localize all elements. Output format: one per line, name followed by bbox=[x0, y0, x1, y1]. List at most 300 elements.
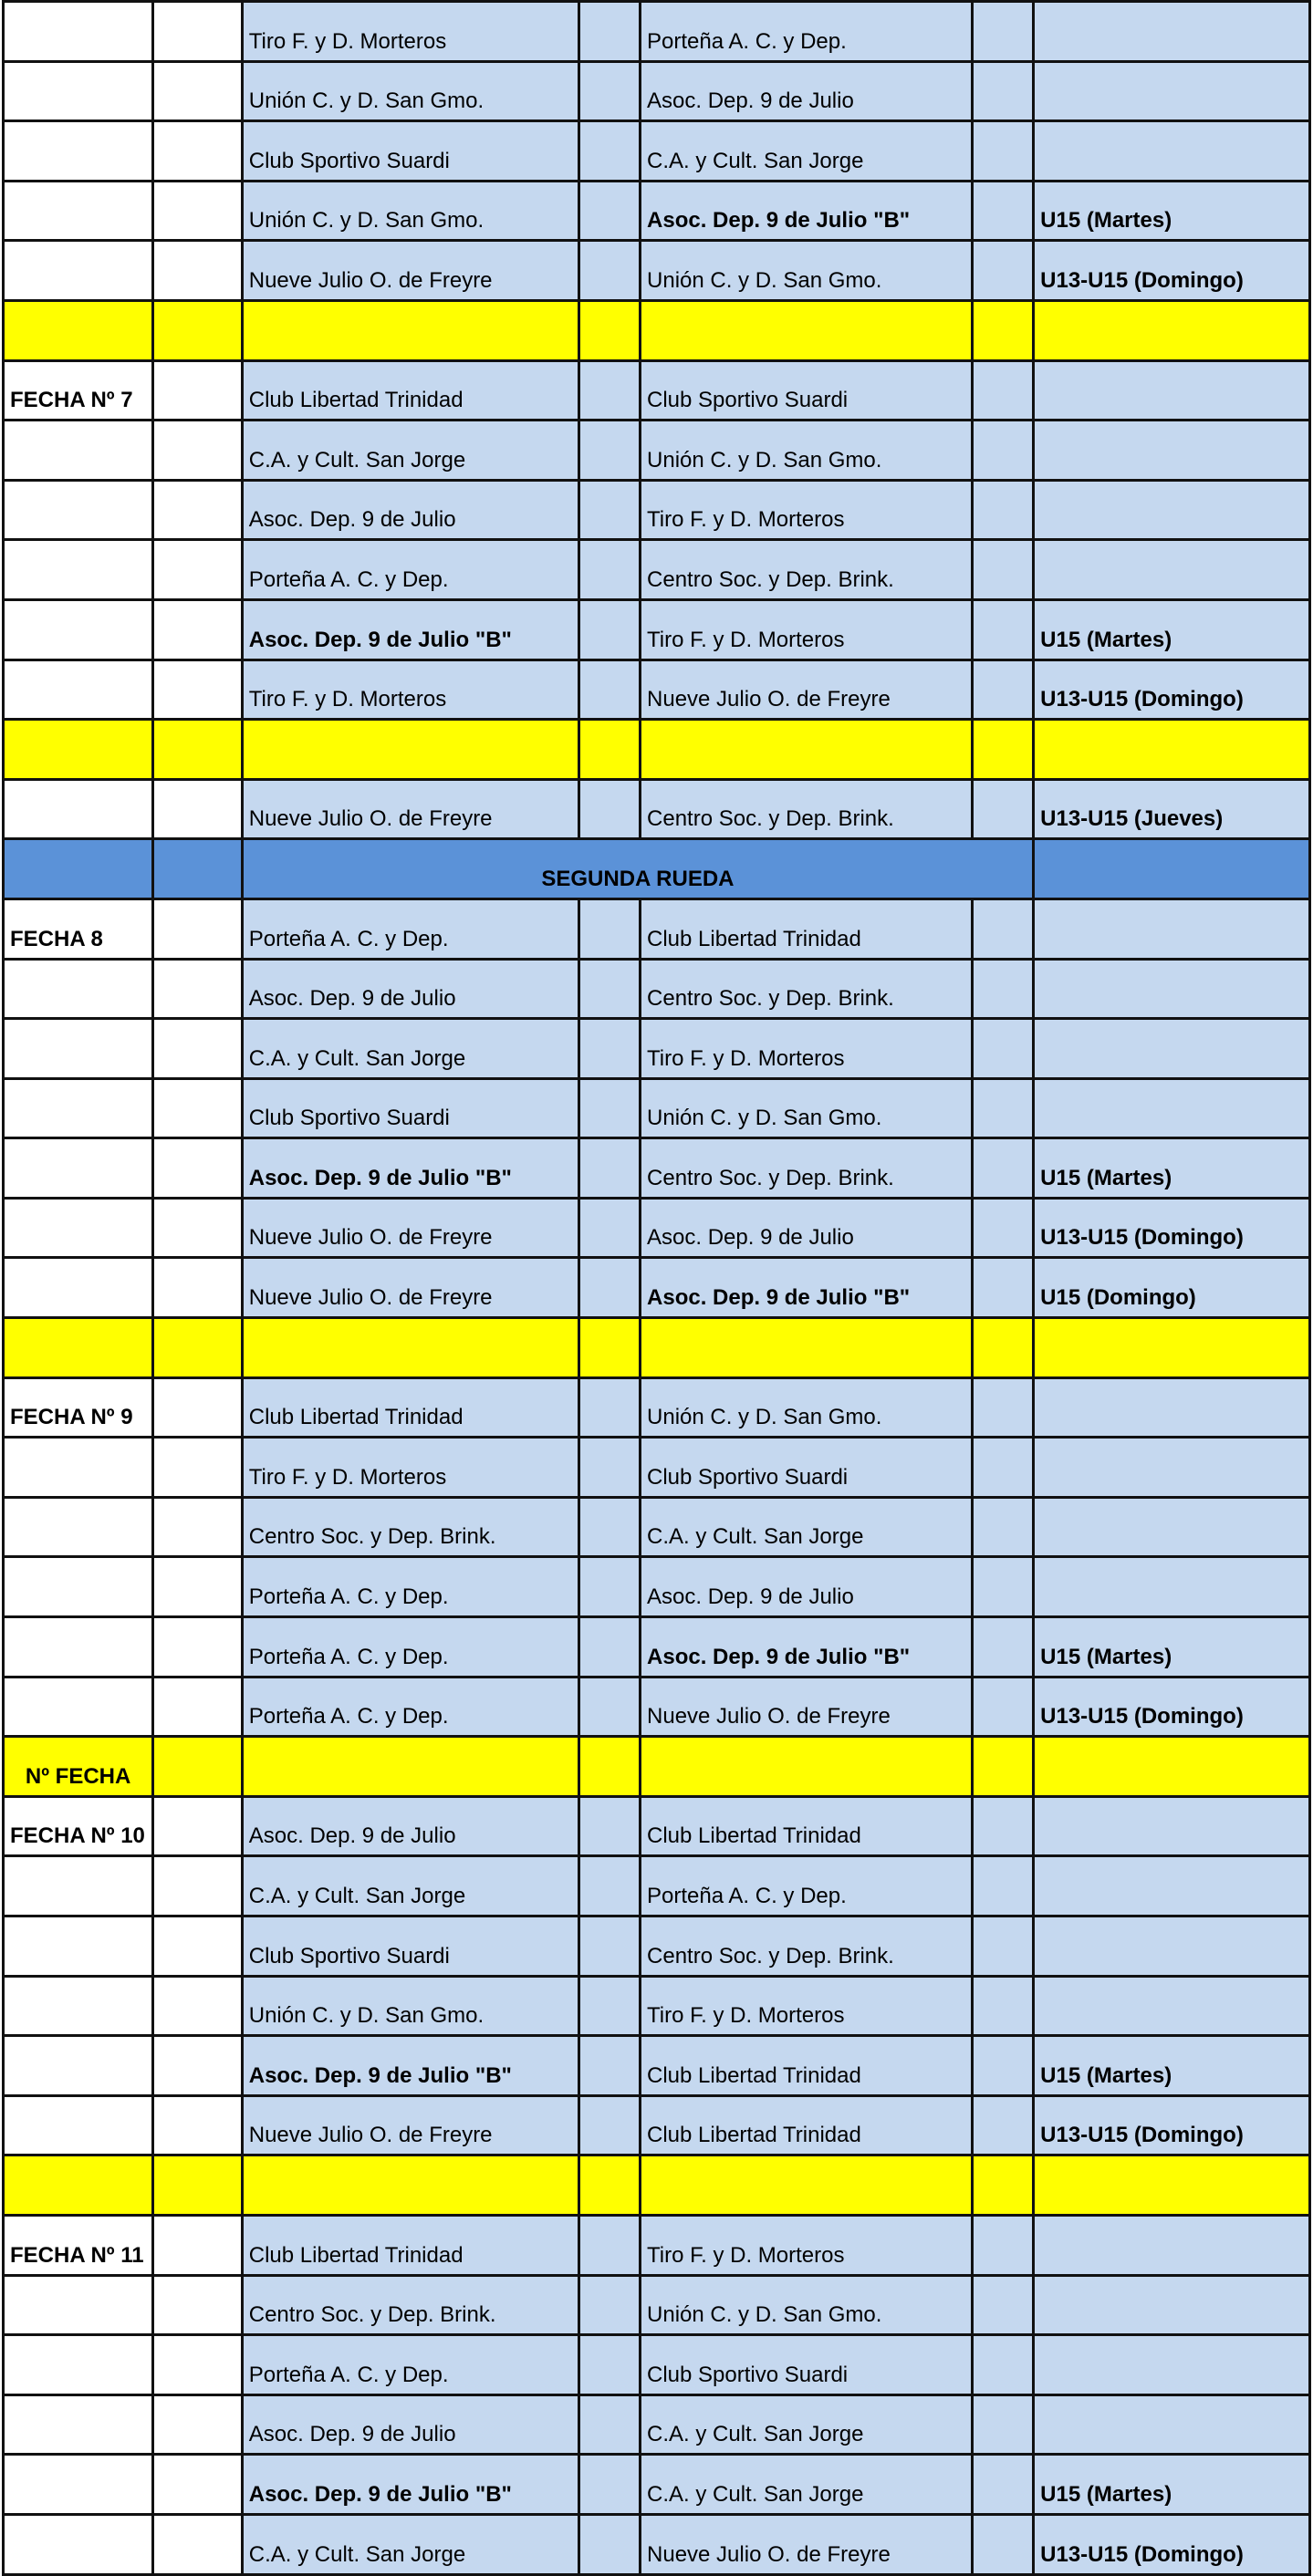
fecha-cell bbox=[4, 1258, 153, 1318]
fecha-cell bbox=[4, 660, 153, 720]
fecha-header-label: Nº FECHA bbox=[4, 1737, 153, 1797]
home-team-cell: Nueve Julio O. de Freyre bbox=[242, 1258, 579, 1318]
away-team-cell: Unión C. y D. San Gmo. bbox=[641, 241, 973, 301]
category-cell bbox=[1034, 1856, 1310, 1916]
blank-cell bbox=[153, 1856, 243, 1916]
match-row bbox=[4, 2036, 1310, 2096]
home-team-cell: Asoc. Dep. 9 de Julio bbox=[242, 2394, 579, 2455]
fecha-cell bbox=[4, 1497, 153, 1557]
score-cell bbox=[579, 1377, 641, 1438]
away-team-cell: Unión C. y D. San Gmo. bbox=[641, 1078, 973, 1138]
match-row bbox=[4, 421, 1310, 481]
blank-cell bbox=[153, 1258, 243, 1318]
away-team-cell: Centro Soc. y Dep. Brink. bbox=[641, 1138, 973, 1199]
score-cell bbox=[973, 959, 1034, 1019]
home-team-cell: Tiro F. y D. Morteros bbox=[242, 2, 579, 62]
score-cell bbox=[973, 2095, 1034, 2155]
away-team-cell: Club Libertad Trinidad bbox=[641, 2036, 973, 2096]
home-team-cell: C.A. y Cult. San Jorge bbox=[242, 2514, 579, 2574]
fecha-cell bbox=[4, 480, 153, 540]
blank-cell bbox=[153, 1617, 243, 1678]
separator-cell bbox=[242, 720, 579, 780]
away-team-cell: Asoc. Dep. 9 de Julio bbox=[641, 1557, 973, 1617]
fecha-cell bbox=[4, 1677, 153, 1737]
category-cell bbox=[1034, 1976, 1310, 2036]
away-team-cell: C.A. y Cult. San Jorge bbox=[641, 1497, 973, 1557]
blank-cell bbox=[153, 2394, 243, 2455]
match-row bbox=[4, 1976, 1310, 2036]
score-cell bbox=[973, 1617, 1034, 1678]
away-team-cell: Tiro F. y D. Morteros bbox=[641, 480, 973, 540]
separator-cell bbox=[641, 1737, 973, 1797]
score-cell bbox=[973, 121, 1034, 182]
away-team-cell: Club Libertad Trinidad bbox=[641, 1796, 973, 1856]
category-cell bbox=[1034, 540, 1310, 600]
blank-cell bbox=[153, 2455, 243, 2515]
separator-cell bbox=[4, 300, 153, 360]
separator-cell bbox=[973, 1318, 1034, 1378]
score-cell bbox=[579, 1617, 641, 1678]
match-row bbox=[4, 540, 1310, 600]
match-row bbox=[4, 599, 1310, 660]
blank-cell bbox=[153, 181, 243, 241]
category-cell bbox=[1034, 1377, 1310, 1438]
blank-cell bbox=[153, 61, 243, 121]
blank-cell bbox=[153, 1796, 243, 1856]
blank-cell bbox=[153, 959, 243, 1019]
category-cell: U15 (Domingo) bbox=[1034, 1258, 1310, 1318]
category-cell bbox=[1034, 480, 1310, 540]
blank-cell bbox=[153, 2036, 243, 2096]
match-row bbox=[4, 480, 1310, 540]
score-cell bbox=[579, 2514, 641, 2574]
score-cell bbox=[579, 2, 641, 62]
match-row bbox=[4, 1198, 1310, 1258]
home-team-cell: Unión C. y D. San Gmo. bbox=[242, 181, 579, 241]
category-cell: U15 (Martes) bbox=[1034, 599, 1310, 660]
score-cell bbox=[973, 1856, 1034, 1916]
home-team-cell: Centro Soc. y Dep. Brink. bbox=[242, 1497, 579, 1557]
home-team-cell: Club Libertad Trinidad bbox=[242, 1377, 579, 1438]
match-row bbox=[4, 1377, 1310, 1438]
score-cell bbox=[579, 1796, 641, 1856]
home-team-cell: Club Sportivo Suardi bbox=[242, 121, 579, 182]
category-cell: U15 (Martes) bbox=[1034, 2455, 1310, 2515]
separator-cell bbox=[242, 1737, 579, 1797]
category-cell bbox=[1034, 2394, 1310, 2455]
score-cell bbox=[579, 1677, 641, 1737]
category-cell bbox=[1034, 2215, 1310, 2275]
category-cell bbox=[1034, 360, 1310, 421]
home-team-cell: Club Libertad Trinidad bbox=[242, 2215, 579, 2275]
blank-cell bbox=[153, 2215, 243, 2275]
blank-cell bbox=[153, 1557, 243, 1617]
score-cell bbox=[973, 480, 1034, 540]
score-cell bbox=[973, 2, 1034, 62]
score-cell bbox=[973, 1916, 1034, 1977]
score-cell bbox=[579, 2275, 641, 2335]
separator-cell bbox=[579, 1318, 641, 1378]
fecha-cell bbox=[4, 121, 153, 182]
home-team-cell: Nueve Julio O. de Freyre bbox=[242, 779, 579, 839]
separator-cell bbox=[4, 1318, 153, 1378]
blank-cell bbox=[153, 779, 243, 839]
category-cell bbox=[1034, 1438, 1310, 1498]
category-cell bbox=[1034, 1796, 1310, 1856]
score-cell bbox=[973, 2335, 1034, 2395]
home-team-cell: Asoc. Dep. 9 de Julio "B" bbox=[242, 599, 579, 660]
home-team-cell: Centro Soc. y Dep. Brink. bbox=[242, 2275, 579, 2335]
separator-cell bbox=[641, 720, 973, 780]
away-team-cell: Club Sportivo Suardi bbox=[641, 360, 973, 421]
score-cell bbox=[579, 1497, 641, 1557]
separator-cell bbox=[153, 300, 243, 360]
match-row bbox=[4, 1796, 1310, 1856]
match-row bbox=[4, 959, 1310, 1019]
score-cell bbox=[973, 2215, 1034, 2275]
home-team-cell: Porteña A. C. y Dep. bbox=[242, 1617, 579, 1678]
category-cell: U15 (Martes) bbox=[1034, 181, 1310, 241]
score-cell bbox=[579, 121, 641, 182]
score-cell bbox=[973, 540, 1034, 600]
score-cell bbox=[579, 1258, 641, 1318]
away-team-cell: Nueve Julio O. de Freyre bbox=[641, 2514, 973, 2574]
fecha-cell: FECHA Nº 7 bbox=[4, 360, 153, 421]
score-cell bbox=[973, 1078, 1034, 1138]
score-cell bbox=[579, 2455, 641, 2515]
fecha-cell bbox=[4, 1617, 153, 1678]
category-cell: U13-U15 (Domingo) bbox=[1034, 241, 1310, 301]
home-team-cell: Club Libertad Trinidad bbox=[242, 360, 579, 421]
home-team-cell: Nueve Julio O. de Freyre bbox=[242, 2095, 579, 2155]
score-cell bbox=[579, 2036, 641, 2096]
match-row bbox=[4, 1438, 1310, 1498]
match-row bbox=[4, 1916, 1310, 1977]
home-team-cell: Porteña A. C. y Dep. bbox=[242, 2335, 579, 2395]
category-cell bbox=[1034, 2, 1310, 62]
away-team-cell: Tiro F. y D. Morteros bbox=[641, 2215, 973, 2275]
blank-cell bbox=[153, 2335, 243, 2395]
blank-cell bbox=[153, 2095, 243, 2155]
category-cell bbox=[1034, 898, 1310, 959]
score-cell bbox=[973, 2394, 1034, 2455]
category-cell bbox=[1034, 1078, 1310, 1138]
match-row bbox=[4, 2095, 1310, 2155]
score-cell bbox=[973, 1377, 1034, 1438]
score-cell bbox=[579, 1019, 641, 1079]
score-cell bbox=[973, 599, 1034, 660]
category-cell: U13-U15 (Domingo) bbox=[1034, 1677, 1310, 1737]
category-cell bbox=[1034, 1497, 1310, 1557]
blank-cell bbox=[153, 599, 243, 660]
separator-cell bbox=[242, 300, 579, 360]
match-row bbox=[4, 2275, 1310, 2335]
home-team-cell: Unión C. y D. San Gmo. bbox=[242, 1976, 579, 2036]
score-cell bbox=[973, 1019, 1034, 1079]
score-cell bbox=[973, 1138, 1034, 1199]
score-cell bbox=[579, 898, 641, 959]
home-team-cell: Asoc. Dep. 9 de Julio bbox=[242, 1796, 579, 1856]
away-team-cell: Centro Soc. y Dep. Brink. bbox=[641, 540, 973, 600]
home-team-cell: Tiro F. y D. Morteros bbox=[242, 1438, 579, 1498]
score-cell bbox=[579, 2335, 641, 2395]
blank-cell bbox=[153, 121, 243, 182]
blank-cell bbox=[153, 1916, 243, 1977]
home-team-cell: Club Sportivo Suardi bbox=[242, 1916, 579, 1977]
match-row bbox=[4, 898, 1310, 959]
separator-cell bbox=[641, 300, 973, 360]
score-cell bbox=[973, 2455, 1034, 2515]
home-team-cell: Nueve Julio O. de Freyre bbox=[242, 241, 579, 301]
home-team-cell: Porteña A. C. y Dep. bbox=[242, 898, 579, 959]
blank-cell bbox=[153, 839, 243, 899]
score-cell bbox=[973, 1497, 1034, 1557]
separator-cell bbox=[4, 720, 153, 780]
fecha-cell bbox=[4, 1916, 153, 1977]
separator-cell bbox=[153, 720, 243, 780]
fecha-cell bbox=[4, 959, 153, 1019]
blank-cell bbox=[153, 1377, 243, 1438]
away-team-cell: Tiro F. y D. Morteros bbox=[641, 1019, 973, 1079]
blank-cell bbox=[153, 898, 243, 959]
separator-cell bbox=[242, 2155, 579, 2216]
score-cell bbox=[973, 779, 1034, 839]
fecha-cell: FECHA Nº 9 bbox=[4, 1377, 153, 1438]
score-cell bbox=[579, 2215, 641, 2275]
category-cell bbox=[1034, 1557, 1310, 1617]
score-cell bbox=[973, 1258, 1034, 1318]
away-team-cell: Unión C. y D. San Gmo. bbox=[641, 1377, 973, 1438]
fecha-cell bbox=[4, 1138, 153, 1199]
score-cell bbox=[579, 779, 641, 839]
score-cell bbox=[973, 241, 1034, 301]
fecha-cell bbox=[4, 1856, 153, 1916]
category-cell: U13-U15 (Jueves) bbox=[1034, 779, 1310, 839]
blank-cell bbox=[153, 540, 243, 600]
separator-cell bbox=[153, 2155, 243, 2216]
score-cell bbox=[579, 1976, 641, 2036]
score-cell bbox=[973, 360, 1034, 421]
separator-cell bbox=[579, 720, 641, 780]
blank-cell bbox=[4, 839, 153, 899]
away-team-cell: Porteña A. C. y Dep. bbox=[641, 2, 973, 62]
category-cell bbox=[1034, 61, 1310, 121]
match-row bbox=[4, 1856, 1310, 1916]
category-cell bbox=[1034, 2275, 1310, 2335]
match-row bbox=[4, 2215, 1310, 2275]
home-team-cell: Unión C. y D. San Gmo. bbox=[242, 61, 579, 121]
fecha-header-row bbox=[4, 1737, 1310, 1797]
score-cell bbox=[579, 1438, 641, 1498]
category-cell: U13-U15 (Domingo) bbox=[1034, 2095, 1310, 2155]
separator-row bbox=[4, 720, 1310, 780]
category-cell bbox=[1034, 421, 1310, 481]
blank-cell bbox=[153, 2, 243, 62]
score-cell bbox=[973, 2514, 1034, 2574]
match-row bbox=[4, 1019, 1310, 1079]
category-cell: U13-U15 (Domingo) bbox=[1034, 2514, 1310, 2574]
score-cell bbox=[579, 1856, 641, 1916]
home-team-cell: Porteña A. C. y Dep. bbox=[242, 1557, 579, 1617]
blank-cell bbox=[153, 360, 243, 421]
fixture-table-body bbox=[4, 2, 1310, 2575]
match-row bbox=[4, 1138, 1310, 1199]
category-cell bbox=[1034, 1916, 1310, 1977]
blank-cell bbox=[153, 1138, 243, 1199]
match-row bbox=[4, 360, 1310, 421]
separator-cell bbox=[1034, 1318, 1310, 1378]
separator-cell bbox=[973, 300, 1034, 360]
away-team-cell: Club Sportivo Suardi bbox=[641, 2335, 973, 2395]
match-row bbox=[4, 241, 1310, 301]
match-row bbox=[4, 1078, 1310, 1138]
match-row bbox=[4, 1497, 1310, 1557]
match-row bbox=[4, 2394, 1310, 2455]
fecha-cell bbox=[4, 2, 153, 62]
separator-cell bbox=[153, 1737, 243, 1797]
separator-cell bbox=[641, 1318, 973, 1378]
blank-cell bbox=[153, 660, 243, 720]
away-team-cell: Unión C. y D. San Gmo. bbox=[641, 421, 973, 481]
blank-cell bbox=[153, 2275, 243, 2335]
match-row bbox=[4, 1557, 1310, 1617]
home-team-cell: Porteña A. C. y Dep. bbox=[242, 540, 579, 600]
score-cell bbox=[579, 61, 641, 121]
score-cell bbox=[579, 2095, 641, 2155]
separator-cell bbox=[4, 2155, 153, 2216]
fecha-cell: FECHA Nº 10 bbox=[4, 1796, 153, 1856]
blank-cell bbox=[153, 241, 243, 301]
match-row bbox=[4, 1258, 1310, 1318]
score-cell bbox=[973, 1976, 1034, 2036]
home-team-cell: Porteña A. C. y Dep. bbox=[242, 1677, 579, 1737]
match-row bbox=[4, 121, 1310, 182]
match-row bbox=[4, 1677, 1310, 1737]
category-cell bbox=[1034, 1019, 1310, 1079]
fecha-cell bbox=[4, 2275, 153, 2335]
fecha-cell bbox=[4, 1976, 153, 2036]
category-cell: U15 (Martes) bbox=[1034, 1138, 1310, 1199]
match-row bbox=[4, 2514, 1310, 2574]
blank-cell bbox=[153, 1497, 243, 1557]
match-row bbox=[4, 61, 1310, 121]
category-cell bbox=[1034, 2335, 1310, 2395]
fecha-cell bbox=[4, 1198, 153, 1258]
category-cell: U13-U15 (Domingo) bbox=[1034, 1198, 1310, 1258]
blank-cell bbox=[153, 1677, 243, 1737]
blank-cell bbox=[153, 480, 243, 540]
separator-cell bbox=[1034, 1737, 1310, 1797]
separator-cell bbox=[242, 1318, 579, 1378]
away-team-cell: C.A. y Cult. San Jorge bbox=[641, 2455, 973, 2515]
fecha-cell bbox=[4, 1019, 153, 1079]
score-cell bbox=[579, 1557, 641, 1617]
away-team-cell: Centro Soc. y Dep. Brink. bbox=[641, 1916, 973, 1977]
fecha-cell bbox=[4, 1078, 153, 1138]
fecha-cell bbox=[4, 1557, 153, 1617]
category-cell: U15 (Martes) bbox=[1034, 1617, 1310, 1678]
score-cell bbox=[973, 1796, 1034, 1856]
home-team-cell: Asoc. Dep. 9 de Julio bbox=[242, 959, 579, 1019]
blank-cell bbox=[153, 1438, 243, 1498]
away-team-cell: Asoc. Dep. 9 de Julio "B" bbox=[641, 1617, 973, 1678]
score-cell bbox=[973, 1677, 1034, 1737]
score-cell bbox=[579, 181, 641, 241]
blank-cell bbox=[153, 421, 243, 481]
fecha-cell bbox=[4, 421, 153, 481]
category-cell: U13-U15 (Domingo) bbox=[1034, 660, 1310, 720]
match-row bbox=[4, 2335, 1310, 2395]
separator-cell bbox=[641, 2155, 973, 2216]
home-team-cell: Asoc. Dep. 9 de Julio bbox=[242, 480, 579, 540]
separator-cell bbox=[1034, 2155, 1310, 2216]
separator-row bbox=[4, 2155, 1310, 2216]
score-cell bbox=[579, 1138, 641, 1199]
separator-cell bbox=[579, 2155, 641, 2216]
separator-cell bbox=[973, 2155, 1034, 2216]
separator-cell bbox=[1034, 300, 1310, 360]
away-team-cell: Porteña A. C. y Dep. bbox=[641, 1856, 973, 1916]
score-cell bbox=[579, 421, 641, 481]
match-row bbox=[4, 1617, 1310, 1678]
home-team-cell: C.A. y Cult. San Jorge bbox=[242, 1019, 579, 1079]
fecha-cell bbox=[4, 2455, 153, 2515]
fecha-cell bbox=[4, 61, 153, 121]
score-cell bbox=[579, 241, 641, 301]
fecha-cell bbox=[4, 2394, 153, 2455]
separator-cell bbox=[153, 1318, 243, 1378]
score-cell bbox=[973, 1198, 1034, 1258]
blank-cell bbox=[153, 1198, 243, 1258]
score-cell bbox=[579, 1198, 641, 1258]
score-cell bbox=[579, 480, 641, 540]
separator-row bbox=[4, 300, 1310, 360]
fecha-cell bbox=[4, 1438, 153, 1498]
away-team-cell: Club Sportivo Suardi bbox=[641, 1438, 973, 1498]
separator-row bbox=[4, 1318, 1310, 1378]
score-cell bbox=[579, 1916, 641, 1977]
away-team-cell: Asoc. Dep. 9 de Julio bbox=[641, 1198, 973, 1258]
score-cell bbox=[973, 2036, 1034, 2096]
separator-cell bbox=[579, 300, 641, 360]
separator-cell bbox=[973, 1737, 1034, 1797]
away-team-cell: Centro Soc. y Dep. Brink. bbox=[641, 959, 973, 1019]
home-team-cell: Club Sportivo Suardi bbox=[242, 1078, 579, 1138]
category-cell bbox=[1034, 959, 1310, 1019]
fecha-cell bbox=[4, 2095, 153, 2155]
blank-cell bbox=[153, 1019, 243, 1079]
score-cell bbox=[973, 421, 1034, 481]
home-team-cell: Asoc. Dep. 9 de Julio "B" bbox=[242, 2036, 579, 2096]
home-team-cell: Asoc. Dep. 9 de Julio "B" bbox=[242, 2455, 579, 2515]
category-cell: U15 (Martes) bbox=[1034, 2036, 1310, 2096]
score-cell bbox=[973, 181, 1034, 241]
blank-cell bbox=[153, 1976, 243, 2036]
separator-cell bbox=[579, 1737, 641, 1797]
fixture-table bbox=[2, 0, 1311, 2576]
score-cell bbox=[973, 2275, 1034, 2335]
away-team-cell: Club Libertad Trinidad bbox=[641, 2095, 973, 2155]
score-cell bbox=[973, 1557, 1034, 1617]
match-row bbox=[4, 2, 1310, 62]
score-cell bbox=[579, 540, 641, 600]
separator-cell bbox=[973, 720, 1034, 780]
blank-cell bbox=[153, 2514, 243, 2574]
fecha-cell: FECHA Nº 11 bbox=[4, 2215, 153, 2275]
fecha-cell bbox=[4, 540, 153, 600]
segunda-rueda-row bbox=[4, 839, 1310, 899]
fecha-cell: FECHA 8 bbox=[4, 898, 153, 959]
